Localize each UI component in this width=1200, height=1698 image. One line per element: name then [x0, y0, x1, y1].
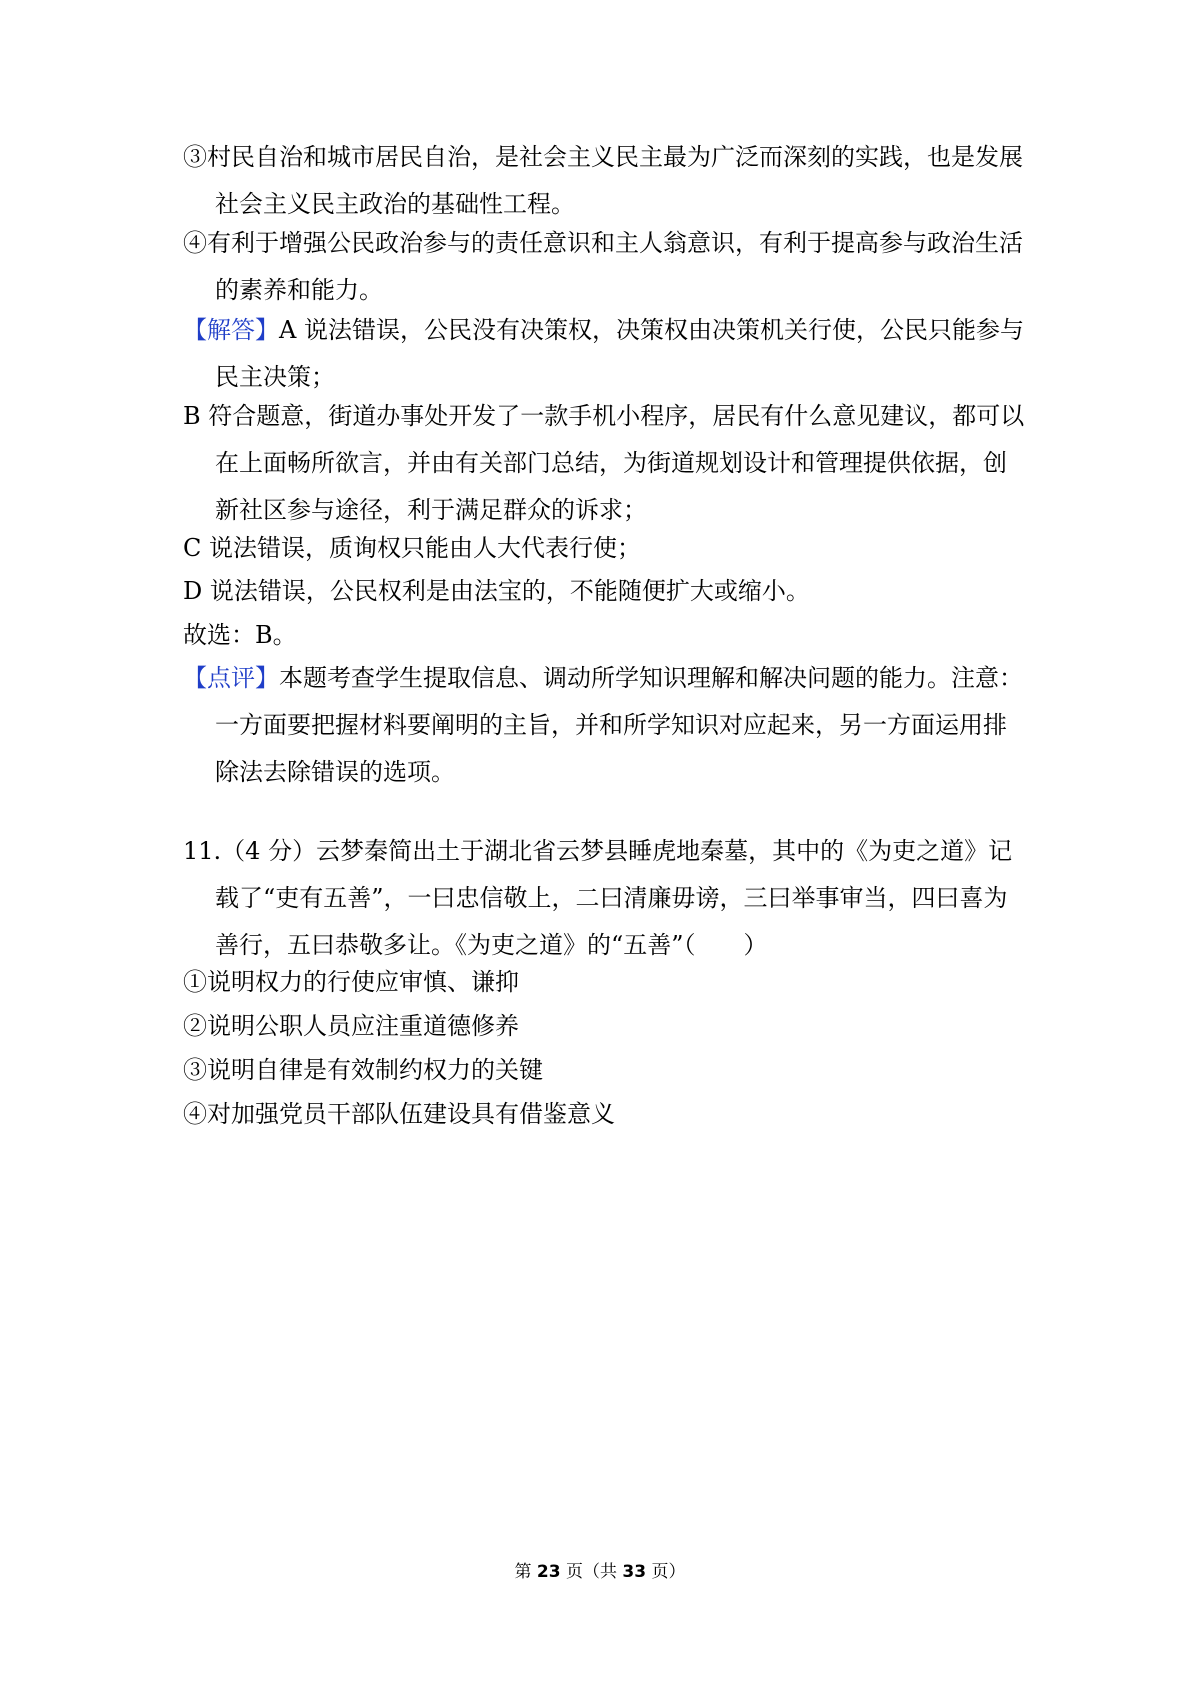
option-4-paragraph [183, 220, 1033, 314]
option-4-line-2: 的素养和能力。 [215, 276, 383, 304]
option-4-line-1: ④有利于增强公民政治参与的责任意识和主人翁意识，有利于提高参与政治生活 [183, 229, 1023, 257]
question-11-option-2: ②说明公职人员应注重道德修养 [183, 1012, 519, 1040]
answer-line-2: 民主决策； [215, 363, 335, 391]
explain-c-line: C 说法错误，质询权只能由人大代表行使； [183, 534, 641, 562]
answer-text-1: A 说法错误，公民没有决策权，决策权由决策机关行使，公民只能参与 [279, 316, 1024, 344]
option-3-line-1: ③村民自治和城市居民自治，是社会主义民主最为广泛而深刻的实践，也是发展 [183, 143, 1023, 171]
answer-line-1 [183, 307, 1033, 354]
choice-line: 故选：B。 [183, 621, 297, 649]
explain-b-line-1: B 符合题意，街道办事处开发了一款手机小程序，居民有什么意见建议，都可以 [183, 402, 1025, 430]
comment-line-1 [183, 655, 1033, 702]
comment-tag: 【点评】 [183, 664, 279, 692]
explain-d-paragraph [183, 568, 1033, 615]
explain-b-line-2: 在上面畅所欲言，并由有关部门总结，为街道规划设计和管理提供依据，创 [215, 449, 1007, 477]
option-3-paragraph [183, 134, 1033, 228]
question-11-options [183, 959, 1033, 1135]
question-11-option-4: ④对加强党员干部队伍建设具有借鉴意义 [183, 1100, 615, 1128]
explain-b-paragraph [183, 393, 1033, 534]
question-11-line-3: 善行，五曰恭敬多让。《为吏之道》的“五善”（ ） [215, 931, 768, 959]
explain-b-line-3: 新社区参与途径，利于满足群众的诉求； [215, 496, 647, 524]
answer-paragraph [183, 307, 1033, 401]
comment-paragraph [183, 655, 1033, 796]
explain-c-paragraph [183, 525, 1033, 572]
comment-line-2: 一方面要把握材料要阐明的主旨，并和所学知识对应起来，另一方面运用排 [215, 711, 1007, 739]
footer-page-number: 23 [536, 1562, 561, 1582]
question-11-option-1: ①说明权力的行使应审慎、谦抑 [183, 968, 519, 996]
question-11-option-3: ③说明自律是有效制约权力的关键 [183, 1056, 543, 1084]
question-11-stem [183, 828, 1033, 969]
explain-d-line: D 说法错误，公民权利是由法宝的，不能随便扩大或缩小。 [183, 577, 810, 605]
comment-text-1: 本题考查学生提取信息、调动所学知识理解和解决问题的能力。注意： [279, 664, 1023, 692]
question-11-line-1: 11.（4 分）云梦秦简出土于湖北省云梦县睡虎地秦墓，其中的《为吏之道》记 [183, 837, 1013, 865]
answer-tag: 【解答】 [183, 316, 279, 344]
comment-line-3: 除法去除错误的选项。 [215, 758, 455, 786]
page-footer [0, 1560, 1200, 1584]
choice-paragraph [183, 612, 1033, 659]
footer-prefix: 第 [514, 1562, 532, 1582]
footer-middle: 页（共 [566, 1562, 617, 1582]
question-11-line-2: 载了“吏有五善”，一曰忠信敬上，二曰清廉毋谤，三曰举事审当，四曰喜为 [215, 884, 1008, 912]
footer-suffix: 页） [651, 1562, 686, 1582]
option-3-line-2: 社会主义民主政治的基础性工程。 [215, 190, 575, 218]
footer-total-pages: 33 [622, 1562, 647, 1582]
